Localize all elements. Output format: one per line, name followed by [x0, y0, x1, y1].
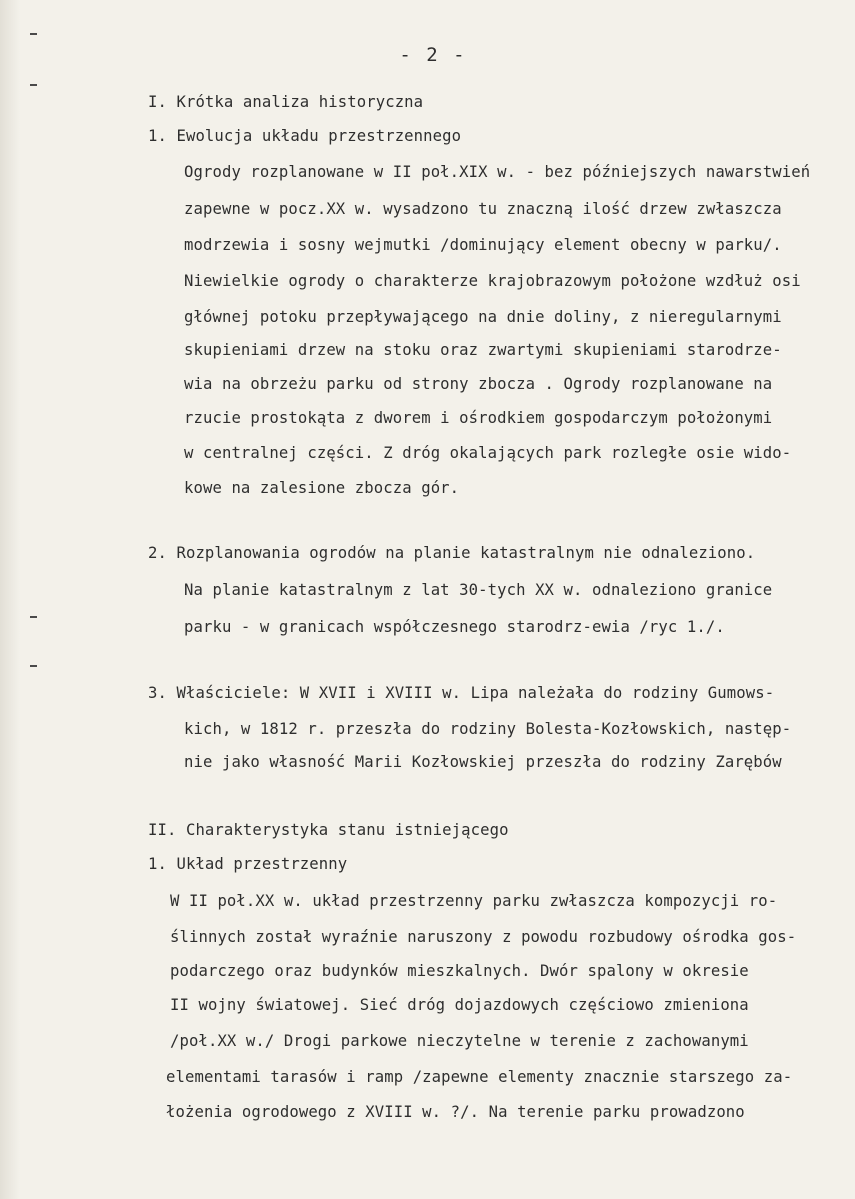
text-line: wia na obrzeżu parku od strony zbocza . Ogrody rozplanowane na — [184, 375, 773, 393]
text-line: nie jako własność Marii Kozłowskiej przeszła do rodziny Zarębów — [184, 753, 782, 771]
text-line: podarczego oraz budynków mieszkalnych. Dwór spalony w okresie — [170, 962, 749, 980]
text-line: Niewielkie ogrody o charakterze krajobrazowym położone wzdłuż osi — [184, 272, 801, 290]
text-line: ślinnych został wyraźnie naruszony z powodu rozbudowy ośrodka gos- — [170, 928, 797, 946]
text-line: w centralnej części. Z dróg okalających park rozległe osie wido- — [184, 444, 792, 462]
text-line: głównej potoku przepływającego na dnie doliny, z nieregularnymi — [184, 308, 782, 326]
margin-mark — [30, 84, 37, 86]
text-line: kowe na zalesione zbocza gór. — [184, 479, 460, 497]
page-number: - 2 - — [399, 44, 467, 66]
text-line: II wojny światowej. Sieć dróg dojazdowych częściowo zmieniona — [170, 996, 749, 1014]
text-line: Ogrody rozplanowane w II poł.XIX w. - bez późniejszych nawarstwień — [184, 163, 811, 181]
text-line: 3. Właściciele: W XVII i XVIII w. Lipa należała do rodziny Gumows- — [148, 684, 775, 702]
text-line: Na planie katastralnym z lat 30-tych XX w. odnaleziono granice — [184, 581, 773, 599]
page-edge-shadow — [0, 0, 20, 1199]
margin-mark — [30, 616, 37, 618]
text-line: rzucie prostokąta z dworem i ośrodkiem gospodarczym położonymi — [184, 409, 773, 427]
margin-mark — [30, 665, 37, 667]
subsection-heading: 1. Układ przestrzenny — [148, 855, 348, 873]
text-line: kich, w 1812 r. przeszła do rodziny Bolesta-Kozłowskich, następ- — [184, 720, 792, 738]
text-line: modrzewia i sosny wejmutki /dominujący element obecny w parku/. — [184, 236, 782, 254]
margin-mark — [30, 33, 37, 35]
text-line: zapewne w pocz.XX w. wysadzono tu znaczną ilość drzew zwłaszcza — [184, 200, 782, 218]
text-line: łożenia ogrodowego z XVIII w. ?/. Na terenie parku prowadzono — [166, 1103, 745, 1121]
text-line: elementami tarasów i ramp /zapewne elementy znacznie starszego za- — [166, 1068, 793, 1086]
text-line: parku - w granicach współczesnego starodrz-ewia /ryc 1./. — [184, 618, 725, 636]
text-line: skupieniami drzew na stoku oraz zwartymi skupieniami starodrze- — [184, 341, 782, 359]
section-heading: II. Charakterystyka stanu istniejącego — [148, 821, 509, 839]
text-line: 2. Rozplanowania ogrodów na planie katastralnym nie odnaleziono. — [148, 544, 756, 562]
text-line: /poł.XX w./ Drogi parkowe nieczytelne w terenie z zachowanymi — [170, 1032, 749, 1050]
text-line: W II poł.XX w. układ przestrzenny parku zwłaszcza kompozycji ro- — [170, 892, 778, 910]
subsection-heading: 1. Ewolucja układu przestrzennego — [148, 127, 462, 145]
section-heading: I. Krótka analiza historyczna — [148, 93, 424, 111]
